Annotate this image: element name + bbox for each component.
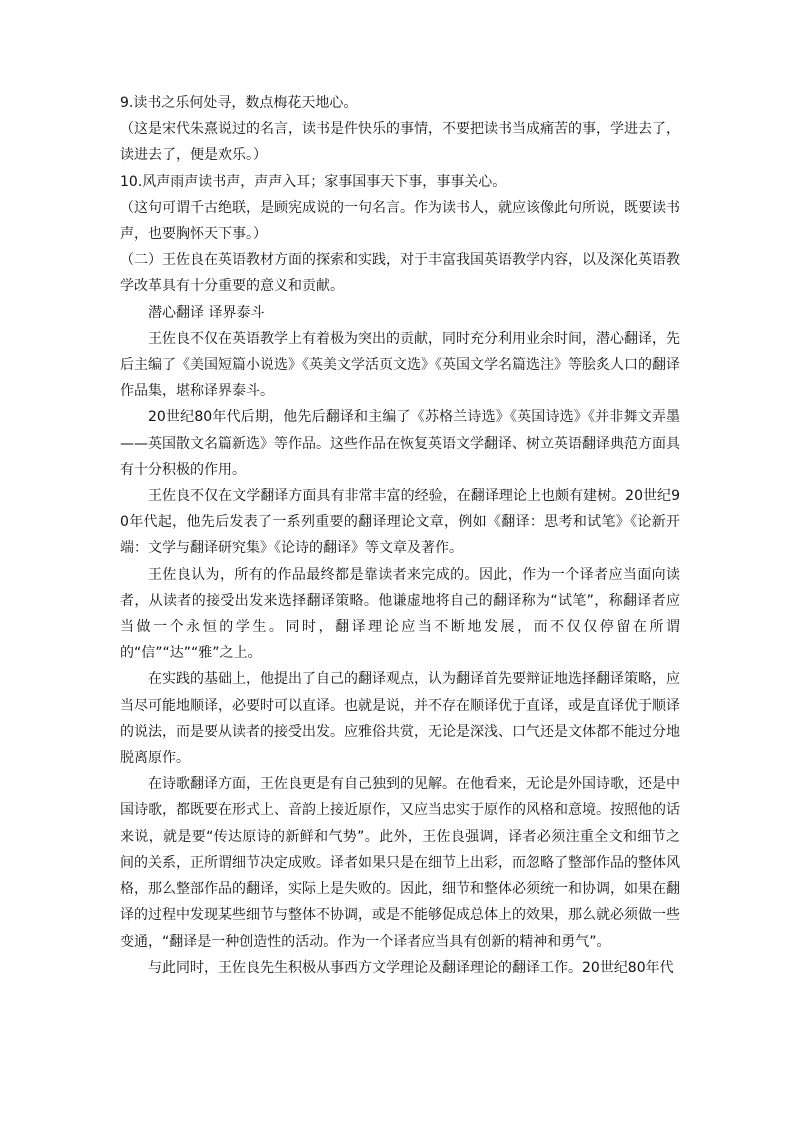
paragraph: （二）王佐良在英语教材方面的探索和实践，对于丰富我国英语教学内容，以及深化英语教学改革具有十分重要的意义和贡献。 — [120, 252, 680, 295]
paragraph: 20世纪80年代后期，他先后翻译和主编了《苏格兰诗选》《英国诗选》《并非舞文弄墨——英国散文名篇新选》等作品。这些作品在恢复英语文学翻译、树立英语翻译典范方面具有十分积极的作用。 — [120, 409, 680, 478]
paragraph: 在诗歌翻译方面，王佐良更是有自己独到的见解。在他看来，无论是外国诗歌，还是中国诗歌，都既要在形式上、音韵上接近原作，又应当忠实于原作的风格和意境。按照他的话来说，就是要“传达原诗的新鲜和气势”。此外，王佐良强调，译者必须注重全文和细节之间的关系，正所谓细节决定成败。译者如果只是在细节上出彩，而忽略了整部作品的整体风格，那么整部作品的翻译，实际上是失败的。因此，细节和整体必须统一和协调，如果在翻译的过程中发现某些细节与整体不协调，或是不能够促成总体上的效果，那么就必须做一些变通，“翻译是一种创造性的活动。作为一个译者应当具有创新的精神和勇气”。 — [120, 776, 680, 950]
document-page — [120, 90, 680, 981]
paragraph: 9.读书之乐何处寻，数点梅花天地心。 — [120, 95, 358, 111]
paragraph: 在实践的基础上，他提出了自己的翻译观点，认为翻译首先要辩证地选择翻译策略，应当尽可能地顺译，必要时可以直译。也就是说，并不存在顺译优于直译，或是直译优于顺译的说法，而是要从读者的接受出发。应雅俗共赏，无论是深浅、口气还是文体都不能过分地脱离原作。 — [120, 671, 680, 767]
section-heading: 潜心翻译 译界泰斗 — [148, 304, 265, 321]
paragraph: 王佐良不仅在文学翻译方面具有非常丰富的经验，在翻译理论上也颇有建树。20世纪90年代起，他先后发表了一系列重要的翻译理论文章，例如《翻译：思考和试笔》《论新开端：文学与翻译研究集》《论诗的翻译》等文章及著作。 — [120, 488, 680, 557]
paragraph: （这句可谓千古绝联，是顾宪成说的一句名言。作为读书人，就应该像此句所说，既要读书声，也要胸怀天下事。） — [120, 199, 680, 243]
paragraph: （这是宋代朱熹说过的名言，读书是件快乐的事情，不要把读书当成痛苦的事，学进去了，读进去了，便是欢乐。） — [120, 121, 680, 164]
paragraph: 10.风声雨声读书声，声声入耳；家事国事天下事，事事关心。 — [120, 173, 507, 190]
paragraph: 王佐良认为，所有的作品最终都是靠读者来完成的。因此，作为一个译者应当面向读者，从读者的接受出发来选择翻译策略。他谦虚地将自己的翻译称为“试笔”，称翻译者应当做一个永恒的学生。同时，翻译理论应当不断地发展，而不仅仅停留在所谓的“信”“达”“雅”之上。 — [120, 566, 680, 662]
paragraph: 王佐良不仅在英语教学上有着极为突出的贡献，同时充分利用业余时间，潜心翻译，先后主编了《美国短篇小说选》《英美文学活页文选》《英国文学名篇选注》等脍炙人口的翻译作品集，堪称译界泰斗。 — [120, 330, 680, 400]
paragraph: 与此同时，王佐良先生积极从事西方文学理论及翻译理论的翻译工作。20世纪80年代 — [148, 959, 674, 976]
